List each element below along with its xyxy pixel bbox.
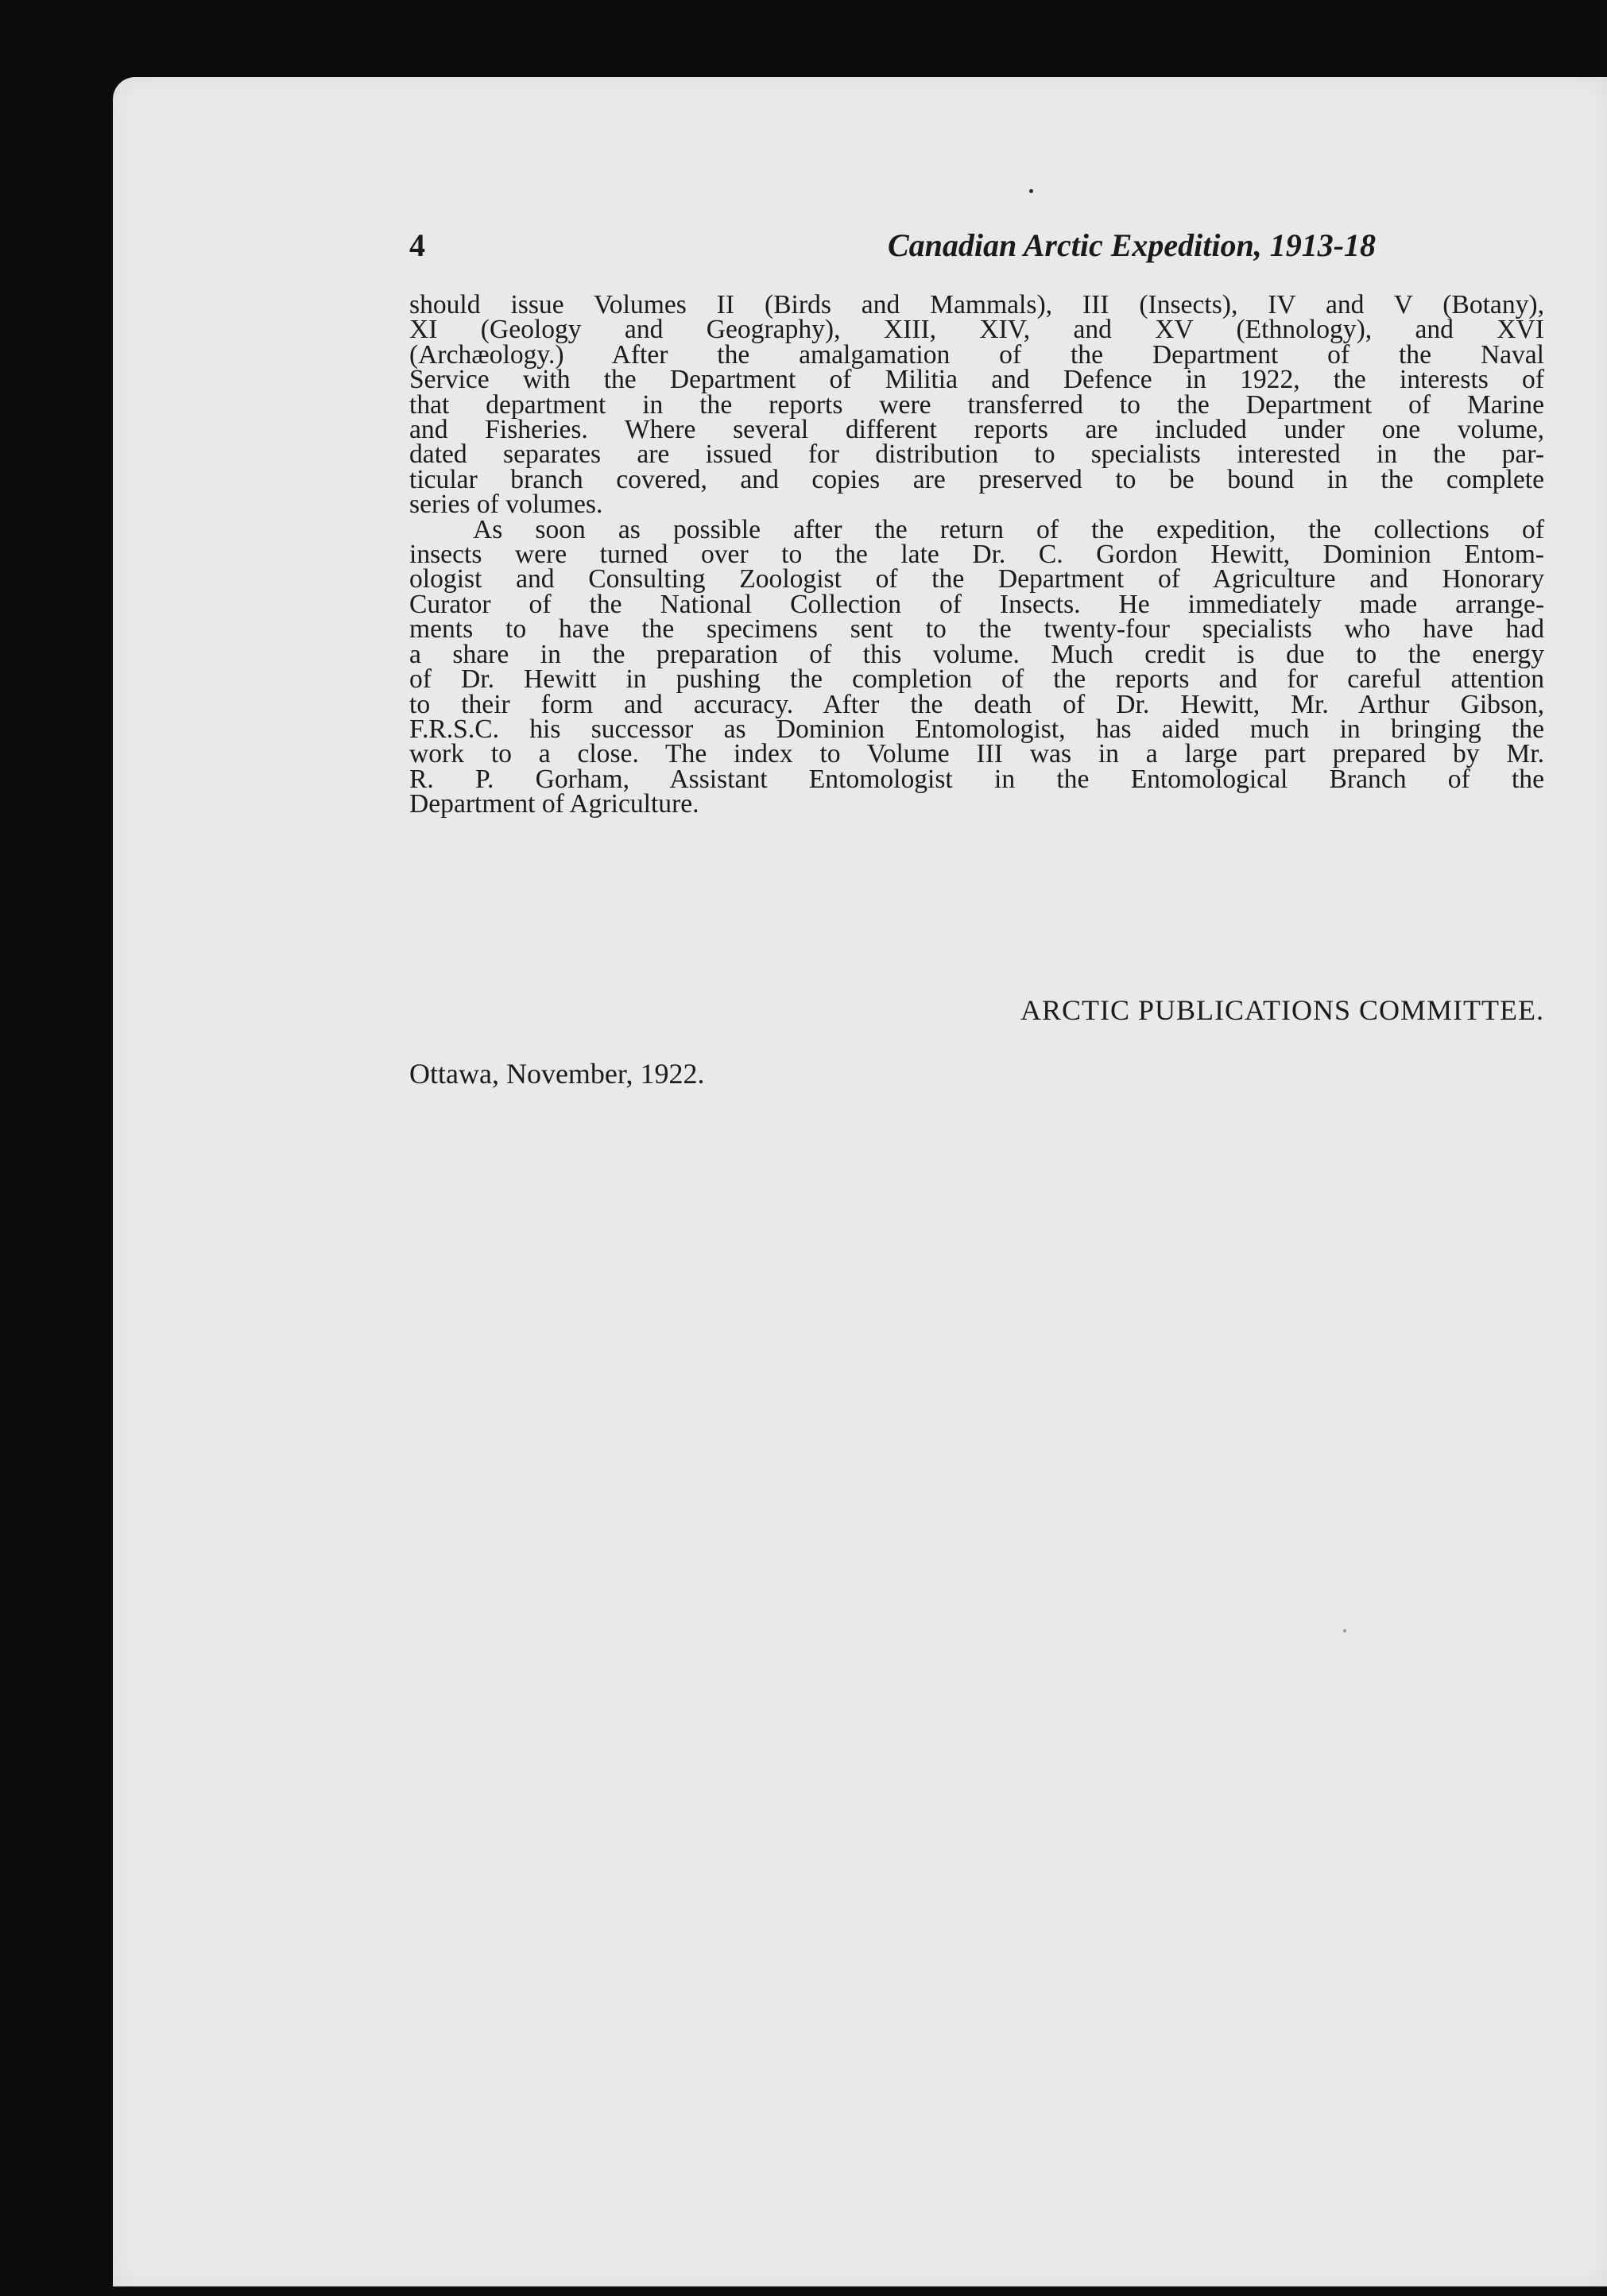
dust-speck	[1343, 1629, 1346, 1632]
body-text	[409, 292, 1544, 817]
running-header	[409, 227, 1544, 266]
text-line: insects were turned over to the late Dr. C. Gordon Hewitt, Dominion Entom-	[409, 540, 1544, 570]
text-line: Curator of the National Collection of Insects. He immediately made arrange-	[409, 589, 1544, 619]
text-line: ments to have the specimens sent to the twenty-four specialists who have had	[409, 614, 1544, 645]
text-line: ticular branch covered, and copies are preserved to be bound in the complete	[409, 464, 1544, 494]
text-line: dated separates are issued for distribution to specialists interested in the par-	[409, 439, 1544, 470]
text-line: series of volumes.	[409, 490, 603, 520]
text-line: and Fisheries. Where several different reports are included under one volume,	[409, 415, 1544, 445]
text-line: R. P. Gorham, Assistant Entomologist in the Entomological Branch of the	[409, 764, 1544, 794]
text-line: to their form and accuracy. After the death of Dr. Hewitt, Mr. Arthur Gibson,	[409, 689, 1544, 719]
running-title: Canadian Arctic Expedition, 1913-18	[887, 227, 1377, 263]
page-number: 4	[409, 227, 425, 263]
text-line: Service with the Department of Militia and Defence in 1922, the interests of	[409, 365, 1544, 395]
text-line: XI (Geology and Geography), XIII, XIV, and XV (Ethnology), and XVI	[409, 315, 1544, 345]
signature: ARCTIC PUBLICATIONS COMMITTEE.	[1020, 994, 1544, 1026]
text-line: should issue Volumes II (Birds and Mammals), III (Insects), IV and V (Botany),	[409, 290, 1544, 319]
paragraph-insects	[409, 514, 1544, 819]
dust-speck	[1029, 189, 1033, 193]
text-line: Department of Agriculture.	[409, 789, 699, 819]
paragraph-volumes	[409, 290, 1544, 520]
text-line: of Dr. Hewitt in pushing the completion of the reports and for careful attention	[409, 664, 1544, 695]
text-line: that department in the reports were transferred to the Department of Marine	[409, 389, 1544, 420]
dateline: Ottawa, November, 1922.	[409, 1058, 705, 1090]
text-line: As soon as possible after the return of the expedition, the collections of	[473, 514, 1544, 544]
text-line: a share in the preparation of this volume. Much credit is due to the energy	[409, 639, 1544, 669]
text-line: work to a close. The index to Volume III was in a large part prepared by Mr.	[409, 739, 1544, 769]
text-line: F.R.S.C. his successor as Dominion Entomologist, has aided much in bringing the	[409, 714, 1544, 744]
text-line: ologist and Consulting Zoologist of the Department of Agriculture and Honorary	[409, 564, 1544, 594]
text-line: (Archæology.) After the amalgamation of the Department of the Naval	[409, 339, 1544, 370]
